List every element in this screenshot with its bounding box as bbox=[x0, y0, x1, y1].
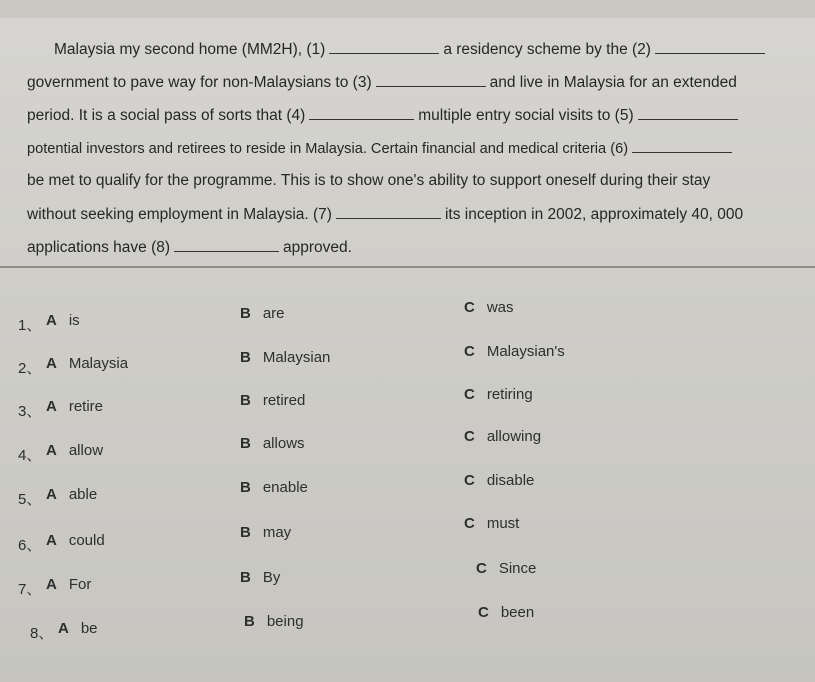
passage-line-2 bbox=[27, 73, 737, 92]
option-text: By bbox=[262, 569, 281, 586]
blank-5[interactable] bbox=[638, 106, 738, 120]
passage-line-5 bbox=[27, 172, 710, 190]
passage-text: multiple entry social visits to (5) bbox=[418, 107, 634, 124]
question-number: 2、 bbox=[18, 360, 42, 377]
option-letter: C bbox=[464, 386, 475, 403]
option-letter: C bbox=[476, 560, 487, 577]
blank-6[interactable] bbox=[632, 139, 732, 153]
question-number: 1、 bbox=[18, 317, 42, 334]
option-text: Since bbox=[498, 560, 537, 577]
option-letter: A bbox=[58, 620, 69, 637]
passage-text: applications have (8) bbox=[27, 239, 171, 256]
passage-text: period. It is a social pass of sorts that (4) bbox=[27, 107, 306, 124]
option-letter: A bbox=[46, 532, 57, 549]
question-number: 7、 bbox=[18, 581, 42, 598]
option-c[interactable] bbox=[478, 604, 534, 621]
question-number: 6、 bbox=[18, 537, 42, 554]
option-letter: C bbox=[464, 515, 475, 532]
option-letter: B bbox=[240, 305, 251, 322]
passage-text: potential investors and retirees to reside in Malaysia. Certain financial and medical criteria (6) bbox=[27, 141, 629, 157]
option-c[interactable] bbox=[464, 343, 565, 360]
option-text: could bbox=[68, 532, 105, 549]
option-letter: B bbox=[240, 479, 251, 496]
section-divider bbox=[0, 266, 815, 268]
option-a[interactable] bbox=[46, 312, 80, 329]
option-text: able bbox=[68, 486, 98, 503]
option-text: be bbox=[80, 620, 98, 637]
option-text: retiring bbox=[486, 386, 533, 403]
option-text: been bbox=[500, 604, 535, 621]
blank-3[interactable] bbox=[376, 73, 486, 87]
passage-text: without seeking employment in Malaysia. (7) bbox=[27, 206, 332, 223]
option-b[interactable] bbox=[240, 524, 291, 541]
option-c[interactable] bbox=[476, 560, 536, 577]
blank-7[interactable] bbox=[336, 205, 441, 219]
option-a[interactable] bbox=[46, 442, 103, 459]
option-letter: A bbox=[46, 355, 57, 372]
option-a[interactable] bbox=[46, 398, 103, 415]
option-letter: B bbox=[240, 569, 251, 586]
option-letter: A bbox=[46, 398, 57, 415]
passage-text: be met to qualify for the programme. This is to show one's ability to support oneself during their stay bbox=[27, 172, 711, 189]
option-letter: A bbox=[46, 486, 57, 503]
option-letter: B bbox=[240, 524, 251, 541]
option-text: disable bbox=[486, 472, 535, 489]
option-c[interactable] bbox=[464, 386, 533, 403]
option-a[interactable] bbox=[46, 576, 91, 593]
option-a[interactable] bbox=[46, 532, 105, 549]
option-letter: A bbox=[46, 576, 57, 593]
option-text: was bbox=[486, 299, 514, 316]
option-text: allow bbox=[68, 442, 104, 459]
option-text: Malaysia bbox=[68, 355, 129, 372]
option-b[interactable] bbox=[244, 613, 304, 630]
option-a[interactable] bbox=[58, 620, 98, 637]
option-letter: B bbox=[240, 349, 251, 366]
passage-text: government to pave way for non-Malaysians to (3) bbox=[27, 74, 372, 91]
option-text: retire bbox=[68, 398, 104, 415]
option-text: allows bbox=[262, 435, 305, 452]
option-a[interactable] bbox=[46, 486, 97, 503]
option-b[interactable] bbox=[240, 305, 285, 322]
question-number: 5、 bbox=[18, 491, 42, 508]
option-c[interactable] bbox=[464, 299, 514, 316]
option-b[interactable] bbox=[240, 479, 308, 496]
option-text: may bbox=[262, 524, 292, 541]
option-b[interactable] bbox=[240, 349, 330, 366]
option-c[interactable] bbox=[464, 428, 541, 445]
blank-2[interactable] bbox=[655, 40, 765, 54]
option-b[interactable] bbox=[240, 435, 305, 452]
option-letter: B bbox=[244, 613, 255, 630]
question-number: 4、 bbox=[18, 447, 42, 464]
passage-line-4 bbox=[27, 139, 736, 157]
option-text: allowing bbox=[486, 428, 542, 445]
question-number: 8、 bbox=[30, 625, 54, 642]
option-c[interactable] bbox=[464, 515, 519, 532]
passage-text: Malaysia my second home (MM2H), (1) bbox=[54, 41, 326, 58]
blank-8[interactable] bbox=[174, 238, 279, 252]
option-a[interactable] bbox=[46, 355, 128, 372]
passage-line-3 bbox=[27, 106, 742, 125]
option-text: are bbox=[262, 305, 285, 322]
option-text: Malaysian's bbox=[486, 343, 565, 360]
option-letter: C bbox=[464, 472, 475, 489]
passage-line-6 bbox=[27, 205, 743, 224]
passage-line-7 bbox=[27, 238, 352, 257]
option-letter: C bbox=[478, 604, 489, 621]
question-number: 3、 bbox=[18, 403, 42, 420]
option-letter: B bbox=[240, 392, 251, 409]
blank-1[interactable] bbox=[329, 40, 439, 54]
passage-text: and live in Malaysia for an extended bbox=[489, 74, 737, 91]
option-b[interactable] bbox=[240, 392, 305, 409]
top-edge bbox=[0, 0, 815, 18]
option-letter: C bbox=[464, 428, 475, 445]
option-letter: C bbox=[464, 343, 475, 360]
option-text: must bbox=[486, 515, 520, 532]
passage-text: approved. bbox=[283, 239, 352, 256]
option-text: Malaysian bbox=[262, 349, 331, 366]
option-letter: A bbox=[46, 312, 57, 329]
passage-text: its inception in 2002, approximately 40, 000 bbox=[444, 206, 744, 223]
option-letter: A bbox=[46, 442, 57, 459]
option-letter: C bbox=[464, 299, 475, 316]
option-text: being bbox=[266, 613, 304, 630]
option-text: retired bbox=[262, 392, 306, 409]
passage-line-1 bbox=[54, 40, 769, 59]
option-c[interactable] bbox=[464, 472, 534, 489]
passage-text: a residency scheme by the (2) bbox=[443, 41, 651, 58]
option-text: For bbox=[68, 576, 92, 593]
option-text: enable bbox=[262, 479, 308, 496]
blank-4[interactable] bbox=[309, 106, 414, 120]
option-b[interactable] bbox=[240, 569, 280, 586]
option-letter: B bbox=[240, 435, 251, 452]
option-text: is bbox=[68, 312, 80, 329]
